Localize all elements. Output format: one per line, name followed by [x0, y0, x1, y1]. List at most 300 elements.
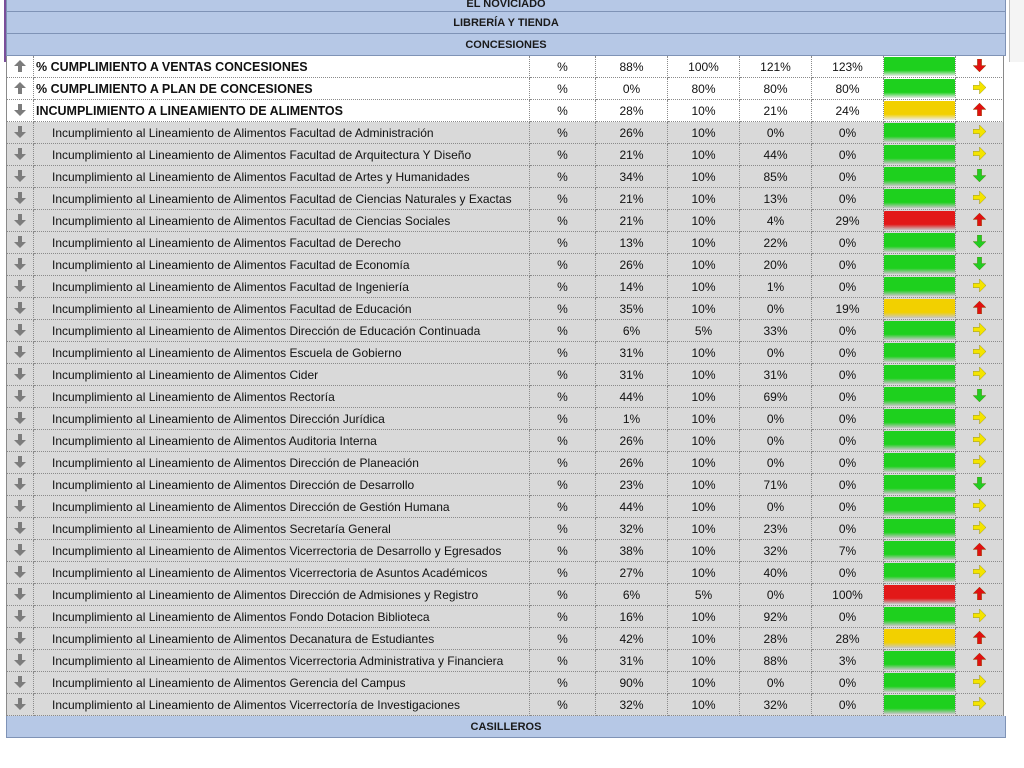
unit-cell[interactable]: %	[530, 210, 596, 232]
indicator-name[interactable]: Incumplimiento al Lineamiento de Alimentos Rectoría	[34, 386, 530, 408]
value-cell-v3[interactable]: 0%	[740, 298, 812, 320]
status-green-swatch	[884, 79, 955, 98]
direction-cell	[956, 320, 1004, 342]
unit-cell[interactable]: %	[530, 496, 596, 518]
trend-down-icon	[14, 695, 26, 716]
value-cell-v3[interactable]: 1%	[740, 276, 812, 298]
trend-down-icon	[14, 431, 26, 452]
indicator-name[interactable]: Incumplimiento al Lineamiento de Alimentos Facultad de Educación	[34, 298, 530, 320]
value-cell-v2[interactable]: 5%	[668, 320, 740, 342]
trend-cell	[6, 144, 34, 166]
trend-cell	[6, 320, 34, 342]
value-cell-v1[interactable]: 31%	[596, 364, 668, 386]
value-cell-v2[interactable]: 10%	[668, 540, 740, 562]
unit-cell[interactable]: %	[530, 232, 596, 254]
trend-down-icon	[14, 453, 26, 474]
value-cell-v2[interactable]: 100%	[668, 56, 740, 78]
value-cell-v1[interactable]: 23%	[596, 474, 668, 496]
value-cell-v3[interactable]: 0%	[740, 452, 812, 474]
unit-cell[interactable]: %	[530, 430, 596, 452]
value-cell-v1[interactable]: 6%	[596, 320, 668, 342]
value-cell-v2[interactable]: 10%	[668, 298, 740, 320]
direction-cell	[956, 100, 1004, 122]
value-cell-v1[interactable]: 13%	[596, 232, 668, 254]
indicator-name[interactable]: Incumplimiento al Lineamiento de Alimentos Secretaría General	[34, 518, 530, 540]
value-cell-v4[interactable]: 0%	[812, 518, 884, 540]
arrow-up-red-icon	[973, 629, 986, 650]
section-band-concesiones[interactable]	[6, 34, 1006, 56]
direction-cell	[956, 232, 1004, 254]
value-cell-v1[interactable]: 21%	[596, 188, 668, 210]
unit-cell[interactable]: %	[530, 320, 596, 342]
status-cell	[884, 56, 956, 78]
trend-cell	[6, 518, 34, 540]
indicator-name[interactable]: % CUMPLIMIENTO A PLAN DE CONCESIONES	[34, 78, 530, 100]
value-cell-v1[interactable]: 88%	[596, 56, 668, 78]
value-cell-v4[interactable]: 0%	[812, 474, 884, 496]
value-cell-v2[interactable]: 10%	[668, 606, 740, 628]
direction-cell	[956, 188, 1004, 210]
value-cell-v1[interactable]: 32%	[596, 694, 668, 716]
unit-cell[interactable]: %	[530, 694, 596, 716]
value-cell-v1[interactable]: 1%	[596, 408, 668, 430]
section-band-libreria[interactable]	[6, 12, 1006, 34]
value-cell-v3[interactable]: 121%	[740, 56, 812, 78]
trend-down-icon	[14, 673, 26, 694]
value-cell-v4[interactable]: 0%	[812, 166, 884, 188]
status-cell	[884, 518, 956, 540]
unit-cell[interactable]: %	[530, 100, 596, 122]
indicator-name[interactable]: Incumplimiento al Lineamiento de Alimentos Facultad de Artes y Humanidades	[34, 166, 530, 188]
value-cell-v1[interactable]: 34%	[596, 166, 668, 188]
value-cell-v2[interactable]: 10%	[668, 518, 740, 540]
status-cell	[884, 298, 956, 320]
section-band-casilleros[interactable]	[6, 716, 1006, 738]
status-cell	[884, 188, 956, 210]
status-cell	[884, 584, 956, 606]
value-cell-v4[interactable]: 0%	[812, 672, 884, 694]
direction-cell	[956, 386, 1004, 408]
indicator-name[interactable]: Incumplimiento al Lineamiento de Alimentos Vicerrectoría de Investigaciones	[34, 694, 530, 716]
trend-cell	[6, 606, 34, 628]
arrow-up-red-icon	[973, 651, 986, 672]
value-cell-v4[interactable]: 3%	[812, 650, 884, 672]
status-green-swatch	[884, 189, 955, 208]
trend-down-icon	[14, 387, 26, 408]
indicator-name[interactable]: Incumplimiento al Lineamiento de Alimentos Facultad de Derecho	[34, 232, 530, 254]
direction-cell	[956, 430, 1004, 452]
value-cell-v3[interactable]: 0%	[740, 496, 812, 518]
direction-cell	[956, 408, 1004, 430]
unit-cell[interactable]: %	[530, 584, 596, 606]
indicator-name[interactable]: Incumplimiento al Lineamiento de Alimentos Dirección de Educación Continuada	[34, 320, 530, 342]
value-cell-v2[interactable]: 10%	[668, 496, 740, 518]
value-cell-v3[interactable]: 80%	[740, 78, 812, 100]
value-cell-v2[interactable]: 10%	[668, 452, 740, 474]
scrollbar[interactable]	[1009, 0, 1024, 62]
status-cell	[884, 496, 956, 518]
value-cell-v3[interactable]: 69%	[740, 386, 812, 408]
value-cell-v2[interactable]: 10%	[668, 188, 740, 210]
status-cell	[884, 232, 956, 254]
value-cell-v4[interactable]: 0%	[812, 342, 884, 364]
value-cell-v3[interactable]: 4%	[740, 210, 812, 232]
value-cell-v2[interactable]: 10%	[668, 430, 740, 452]
indicator-name[interactable]: Incumplimiento al Lineamiento de Alimentos Fondo Dotacion Biblioteca	[34, 606, 530, 628]
status-cell	[884, 364, 956, 386]
value-cell-v3[interactable]: 71%	[740, 474, 812, 496]
value-cell-v4[interactable]: 0%	[812, 452, 884, 474]
unit-cell[interactable]: %	[530, 562, 596, 584]
value-cell-v3[interactable]: 22%	[740, 232, 812, 254]
value-cell-v4[interactable]: 0%	[812, 408, 884, 430]
trend-down-icon	[14, 541, 26, 562]
unit-cell[interactable]: %	[530, 408, 596, 430]
direction-cell	[956, 474, 1004, 496]
trend-cell	[6, 650, 34, 672]
arrow-up-red-icon	[973, 299, 986, 320]
value-cell-v1[interactable]: 26%	[596, 254, 668, 276]
status-green-swatch	[884, 519, 955, 538]
value-cell-v1[interactable]: 28%	[596, 100, 668, 122]
indicator-name[interactable]: % CUMPLIMIENTO A VENTAS CONCESIONES	[34, 56, 530, 78]
value-cell-v1[interactable]: 31%	[596, 650, 668, 672]
unit-cell[interactable]: %	[530, 628, 596, 650]
status-cell	[884, 144, 956, 166]
value-cell-v1[interactable]: 26%	[596, 122, 668, 144]
value-cell-v3[interactable]: 0%	[740, 430, 812, 452]
value-cell-v3[interactable]: 0%	[740, 672, 812, 694]
value-cell-v3[interactable]: 13%	[740, 188, 812, 210]
unit-cell[interactable]: %	[530, 56, 596, 78]
value-cell-v2[interactable]: 10%	[668, 650, 740, 672]
value-cell-v4[interactable]: 0%	[812, 606, 884, 628]
band-label: CASILLEROS	[470, 721, 542, 733]
status-cell	[884, 430, 956, 452]
value-cell-v1[interactable]: 44%	[596, 386, 668, 408]
status-cell	[884, 122, 956, 144]
value-cell-v4[interactable]: 0%	[812, 122, 884, 144]
status-cell	[884, 100, 956, 122]
value-cell-v2[interactable]: 80%	[668, 78, 740, 100]
spreadsheet	[6, 0, 1006, 738]
arrow-up-red-icon	[973, 211, 986, 232]
value-cell-v4[interactable]: 19%	[812, 298, 884, 320]
value-cell-v1[interactable]: 26%	[596, 430, 668, 452]
unit-cell[interactable]: %	[530, 540, 596, 562]
value-cell-v2[interactable]: 10%	[668, 166, 740, 188]
arrow-down-green-icon	[973, 167, 986, 188]
arrow-down-green-icon	[973, 387, 986, 408]
indicator-name[interactable]: Incumplimiento al Lineamiento de Alimentos Cider	[34, 364, 530, 386]
value-cell-v4[interactable]: 80%	[812, 78, 884, 100]
unit-cell[interactable]: %	[530, 474, 596, 496]
status-red-swatch	[884, 211, 955, 230]
status-cell	[884, 474, 956, 496]
trend-down-icon	[14, 299, 26, 320]
value-cell-v4[interactable]: 0%	[812, 430, 884, 452]
value-cell-v2[interactable]: 10%	[668, 232, 740, 254]
value-cell-v3[interactable]: 0%	[740, 584, 812, 606]
direction-cell	[956, 166, 1004, 188]
direction-cell	[956, 606, 1004, 628]
indicator-name[interactable]: Incumplimiento al Lineamiento de Alimentos Facultad de Administración	[34, 122, 530, 144]
status-green-swatch	[884, 651, 955, 670]
value-cell-v4[interactable]: 123%	[812, 56, 884, 78]
value-cell-v3[interactable]: 0%	[740, 342, 812, 364]
value-cell-v3[interactable]: 32%	[740, 540, 812, 562]
value-cell-v1[interactable]: 31%	[596, 342, 668, 364]
value-cell-v2[interactable]: 10%	[668, 672, 740, 694]
trend-down-icon	[14, 651, 26, 672]
value-cell-v4[interactable]: 100%	[812, 584, 884, 606]
trend-cell	[6, 298, 34, 320]
indicator-name[interactable]: Incumplimiento al Lineamiento de Alimentos Dirección de Planeación	[34, 452, 530, 474]
value-cell-v1[interactable]: 38%	[596, 540, 668, 562]
trend-down-icon	[14, 585, 26, 606]
value-cell-v1[interactable]: 27%	[596, 562, 668, 584]
trend-cell	[6, 540, 34, 562]
value-cell-v1[interactable]: 42%	[596, 628, 668, 650]
trend-cell	[6, 562, 34, 584]
direction-cell	[956, 540, 1004, 562]
trend-cell	[6, 386, 34, 408]
status-cell	[884, 320, 956, 342]
trend-down-icon	[14, 563, 26, 584]
value-cell-v3[interactable]: 23%	[740, 518, 812, 540]
arrow-right-yellow-icon	[973, 145, 986, 166]
unit-cell[interactable]: %	[530, 452, 596, 474]
value-cell-v2[interactable]: 10%	[668, 386, 740, 408]
indicator-name[interactable]: Incumplimiento al Lineamiento de Alimentos Decanatura de Estudiantes	[34, 628, 530, 650]
indicator-name[interactable]: Incumplimiento al Lineamiento de Alimentos Dirección de Desarrollo	[34, 474, 530, 496]
direction-cell	[956, 562, 1004, 584]
status-green-swatch	[884, 431, 955, 450]
status-cell	[884, 606, 956, 628]
indicator-name[interactable]: Incumplimiento al Lineamiento de Alimentos Escuela de Gobierno	[34, 342, 530, 364]
arrow-right-yellow-icon	[973, 79, 986, 100]
value-cell-v2[interactable]: 10%	[668, 276, 740, 298]
value-cell-v4[interactable]: 29%	[812, 210, 884, 232]
value-cell-v4[interactable]: 0%	[812, 254, 884, 276]
indicator-name[interactable]: Incumplimiento al Lineamiento de Alimentos Facultad de Ciencias Naturales y Exactas	[34, 188, 530, 210]
value-cell-v3[interactable]: 85%	[740, 166, 812, 188]
value-cell-v4[interactable]: 0%	[812, 562, 884, 584]
value-cell-v4[interactable]: 7%	[812, 540, 884, 562]
trend-down-icon	[14, 277, 26, 298]
value-cell-v1[interactable]: 90%	[596, 672, 668, 694]
value-cell-v2[interactable]: 10%	[668, 100, 740, 122]
unit-cell[interactable]: %	[530, 650, 596, 672]
indicator-name[interactable]: INCUMPLIMIENTO A LINEAMIENTO DE ALIMENTOS	[34, 100, 530, 122]
value-cell-v4[interactable]: 0%	[812, 276, 884, 298]
indicator-name[interactable]: Incumplimiento al Lineamiento de Alimentos Vicerrectoria Administrativa y Financiera	[34, 650, 530, 672]
value-cell-v2[interactable]: 10%	[668, 210, 740, 232]
unit-cell[interactable]: %	[530, 298, 596, 320]
value-cell-v2[interactable]: 5%	[668, 584, 740, 606]
value-cell-v3[interactable]: 40%	[740, 562, 812, 584]
value-cell-v1[interactable]: 26%	[596, 452, 668, 474]
value-cell-v1[interactable]: 44%	[596, 496, 668, 518]
trend-cell	[6, 276, 34, 298]
direction-cell	[956, 122, 1004, 144]
unit-cell[interactable]: %	[530, 342, 596, 364]
direction-cell	[956, 56, 1004, 78]
arrow-right-yellow-icon	[973, 695, 986, 716]
indicator-name[interactable]: Incumplimiento al Lineamiento de Alimentos Facultad de Arquitectura Y Diseño	[34, 144, 530, 166]
value-cell-v3[interactable]: 44%	[740, 144, 812, 166]
unit-cell[interactable]: %	[530, 386, 596, 408]
status-green-swatch	[884, 607, 955, 626]
value-cell-v1[interactable]: 14%	[596, 276, 668, 298]
trend-cell	[6, 430, 34, 452]
trend-cell	[6, 232, 34, 254]
value-cell-v4[interactable]: 28%	[812, 628, 884, 650]
status-cell	[884, 78, 956, 100]
direction-cell	[956, 210, 1004, 232]
arrow-right-yellow-icon	[973, 673, 986, 694]
status-green-swatch	[884, 673, 955, 692]
value-cell-v4[interactable]: 24%	[812, 100, 884, 122]
trend-cell	[6, 408, 34, 430]
value-cell-v1[interactable]: 32%	[596, 518, 668, 540]
indicator-name[interactable]: Incumplimiento al Lineamiento de Alimentos Vicerrectoria de Desarrollo y Egresados	[34, 540, 530, 562]
value-cell-v3[interactable]: 0%	[740, 122, 812, 144]
trend-cell	[6, 188, 34, 210]
indicator-name[interactable]: Incumplimiento al Lineamiento de Alimentos Dirección de Gestión Humana	[34, 496, 530, 518]
status-cell	[884, 166, 956, 188]
trend-down-icon	[14, 519, 26, 540]
value-cell-v1[interactable]: 0%	[596, 78, 668, 100]
trend-cell	[6, 364, 34, 386]
status-cell	[884, 540, 956, 562]
status-green-swatch	[884, 497, 955, 516]
value-cell-v3[interactable]: 32%	[740, 694, 812, 716]
arrow-right-yellow-icon	[973, 409, 986, 430]
arrow-right-yellow-icon	[973, 343, 986, 364]
unit-cell[interactable]: %	[530, 188, 596, 210]
value-cell-v3[interactable]: 21%	[740, 100, 812, 122]
value-cell-v2[interactable]: 10%	[668, 342, 740, 364]
unit-cell[interactable]: %	[530, 144, 596, 166]
value-cell-v2[interactable]: 10%	[668, 254, 740, 276]
band-label: LIBRERÍA Y TIENDA	[453, 17, 559, 29]
trend-down-icon	[14, 365, 26, 386]
value-cell-v1[interactable]: 21%	[596, 210, 668, 232]
arrow-right-yellow-icon	[973, 123, 986, 144]
value-cell-v2[interactable]: 10%	[668, 364, 740, 386]
value-cell-v2[interactable]: 10%	[668, 474, 740, 496]
value-cell-v1[interactable]: 6%	[596, 584, 668, 606]
value-cell-v4[interactable]: 0%	[812, 694, 884, 716]
status-cell	[884, 694, 956, 716]
value-cell-v1[interactable]: 21%	[596, 144, 668, 166]
status-green-swatch	[884, 321, 955, 340]
indicator-name[interactable]: Incumplimiento al Lineamiento de Alimentos Facultad de Economía	[34, 254, 530, 276]
value-cell-v2[interactable]: 10%	[668, 144, 740, 166]
trend-cell	[6, 56, 34, 78]
status-yellow-swatch	[884, 101, 955, 120]
unit-cell[interactable]: %	[530, 276, 596, 298]
value-cell-v3[interactable]: 20%	[740, 254, 812, 276]
value-cell-v4[interactable]: 0%	[812, 144, 884, 166]
indicator-name[interactable]: Incumplimiento al Lineamiento de Alimentos Vicerrectoria de Asuntos Académicos	[34, 562, 530, 584]
arrow-right-yellow-icon	[973, 189, 986, 210]
status-green-swatch	[884, 145, 955, 164]
value-cell-v2[interactable]: 10%	[668, 562, 740, 584]
value-cell-v2[interactable]: 10%	[668, 628, 740, 650]
indicator-name[interactable]: Incumplimiento al Lineamiento de Alimentos Dirección de Admisiones y Registro	[34, 584, 530, 606]
value-cell-v1[interactable]: 35%	[596, 298, 668, 320]
section-band-noviciado[interactable]	[6, 0, 1006, 12]
value-cell-v4[interactable]: 0%	[812, 496, 884, 518]
unit-cell[interactable]: %	[530, 606, 596, 628]
unit-cell[interactable]: %	[530, 166, 596, 188]
direction-cell	[956, 78, 1004, 100]
indicator-name[interactable]: Incumplimiento al Lineamiento de Alimentos Dirección Jurídica	[34, 408, 530, 430]
value-cell-v3[interactable]: 88%	[740, 650, 812, 672]
value-cell-v3[interactable]: 92%	[740, 606, 812, 628]
unit-cell[interactable]: %	[530, 78, 596, 100]
value-cell-v3[interactable]: 31%	[740, 364, 812, 386]
value-cell-v2[interactable]: 10%	[668, 122, 740, 144]
status-cell	[884, 386, 956, 408]
status-green-swatch	[884, 365, 955, 384]
status-green-swatch	[884, 563, 955, 582]
value-cell-v4[interactable]: 0%	[812, 320, 884, 342]
unit-cell[interactable]: %	[530, 364, 596, 386]
direction-cell	[956, 584, 1004, 606]
status-green-swatch	[884, 167, 955, 186]
indicator-name[interactable]: Incumplimiento al Lineamiento de Alimentos Auditoria Interna	[34, 430, 530, 452]
trend-up-icon	[14, 79, 26, 100]
trend-down-icon	[14, 211, 26, 232]
value-cell-v4[interactable]: 0%	[812, 188, 884, 210]
arrow-right-yellow-icon	[973, 365, 986, 386]
trend-down-icon	[14, 189, 26, 210]
indicator-name[interactable]: Incumplimiento al Lineamiento de Alimentos Facultad de Ciencias Sociales	[34, 210, 530, 232]
value-cell-v1[interactable]: 16%	[596, 606, 668, 628]
status-cell	[884, 276, 956, 298]
trend-down-icon	[14, 607, 26, 628]
status-green-swatch	[884, 475, 955, 494]
direction-cell	[956, 452, 1004, 474]
direction-cell	[956, 342, 1004, 364]
value-cell-v2[interactable]: 10%	[668, 694, 740, 716]
status-red-swatch	[884, 585, 955, 604]
value-cell-v3[interactable]: 28%	[740, 628, 812, 650]
value-cell-v3[interactable]: 33%	[740, 320, 812, 342]
trend-cell	[6, 122, 34, 144]
unit-cell[interactable]: %	[530, 672, 596, 694]
arrow-up-red-icon	[973, 101, 986, 122]
trend-down-icon	[14, 167, 26, 188]
value-cell-v2[interactable]: 10%	[668, 408, 740, 430]
indicator-name[interactable]: Incumplimiento al Lineamiento de Alimentos Gerencia del Campus	[34, 672, 530, 694]
direction-cell	[956, 254, 1004, 276]
direction-cell	[956, 650, 1004, 672]
value-cell-v4[interactable]: 0%	[812, 232, 884, 254]
unit-cell[interactable]: %	[530, 122, 596, 144]
value-cell-v4[interactable]: 0%	[812, 386, 884, 408]
unit-cell[interactable]: %	[530, 254, 596, 276]
trend-cell	[6, 584, 34, 606]
value-cell-v3[interactable]: 0%	[740, 408, 812, 430]
unit-cell[interactable]: %	[530, 518, 596, 540]
trend-cell	[6, 210, 34, 232]
value-cell-v4[interactable]: 0%	[812, 364, 884, 386]
indicator-name[interactable]: Incumplimiento al Lineamiento de Alimentos Facultad de Ingeniería	[34, 276, 530, 298]
